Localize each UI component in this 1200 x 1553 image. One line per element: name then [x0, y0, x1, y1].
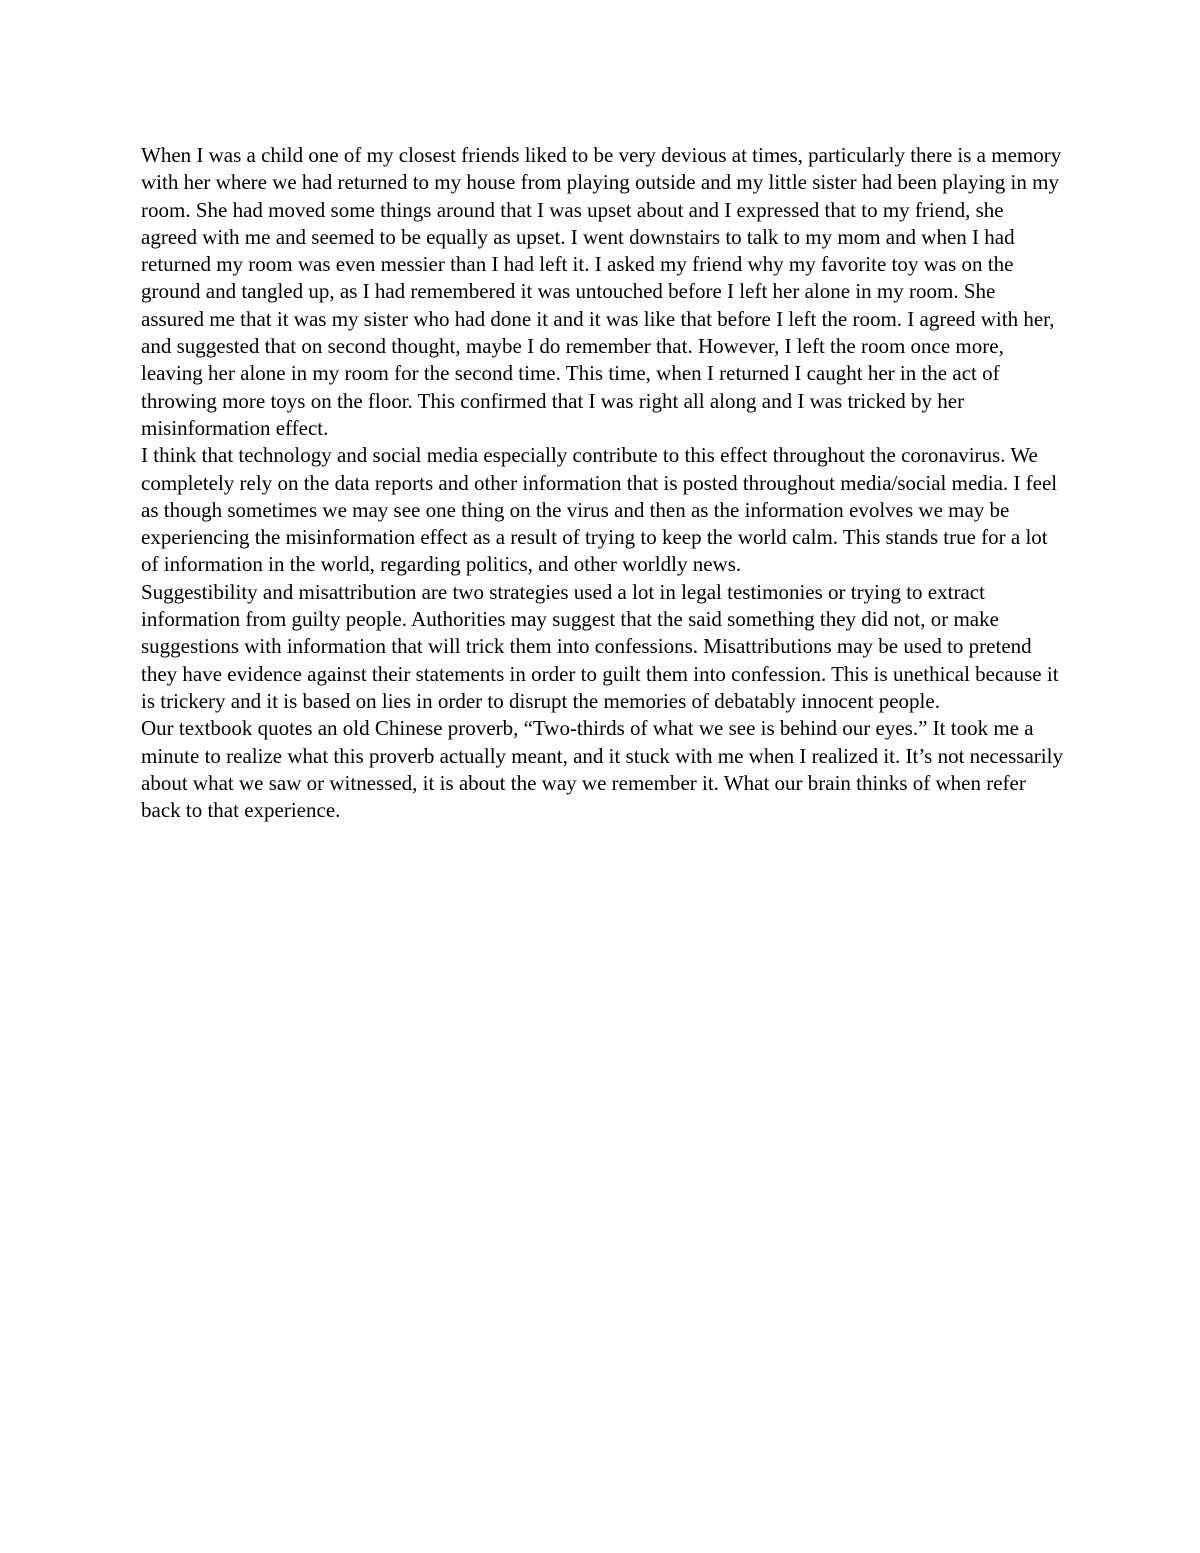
paragraph-suggestibility-misattribution: Suggestibility and misattribution are two strategies used a lot in legal testimonies or trying to extract information from guilty people. Authorities may suggest that the said something they did not, or make suggestions with information that will trick them into confessions. Misattributions may be used to pretend they have evidence against their statements in order to guilt them into confession. This is unethical because it is trickery and it is based on lies in order to disrupt the memories of debatably innocent people.	[141, 579, 1059, 713]
paragraph-technology-social-media: I think that technology and social media especially contribute to this effect throughout the coronavirus. We completely rely on the data reports and other information that is posted throughout media/social media. I feel as though sometimes we may see one thing on the virus and then as the information evolves we may be experiencing the misinformation effect as a result of trying to keep the world calm. This stands true for a lot of information in the world, regarding politics, and other worldly news.	[141, 443, 1058, 577]
document-body	[141, 142, 1063, 824]
paragraph-chinese-proverb: Our textbook quotes an old Chinese proverb, “Two-thirds of what we see is behind our eyes.” It took me a minute to realize what this proverb actually meant, and it stuck with me when I realized it. It’s not necessarily about what we saw or witnessed, it is about the way we remember it. What our brain thinks of when refer back to that experience.	[141, 716, 1063, 823]
paragraph-childhood-memory: When I was a child one of my closest friends liked to be very devious at times, particularly there is a memory with her where we had returned to my house from playing outside and my little sister had been playing in my room. She had moved some things around that I was upset about and I expressed that to my friend, she agreed with me and seemed to be equally as upset. I went downstairs to talk to my mom and when I had returned my room was even messier than I had left it. I asked my friend why my favorite toy was on the ground and tangled up, as I had remembered it was untouched before I left her alone in my room. She assured me that it was my sister who had done it and it was like that before I left the room. I agreed with her, and suggested that on second thought, maybe I do remember that. However, I left the room once more, leaving her alone in my room for the second time. This time, when I returned I caught her in the act of throwing more toys on the floor. This confirmed that I was right all along and I was tricked by her misinformation effect.	[141, 143, 1062, 440]
